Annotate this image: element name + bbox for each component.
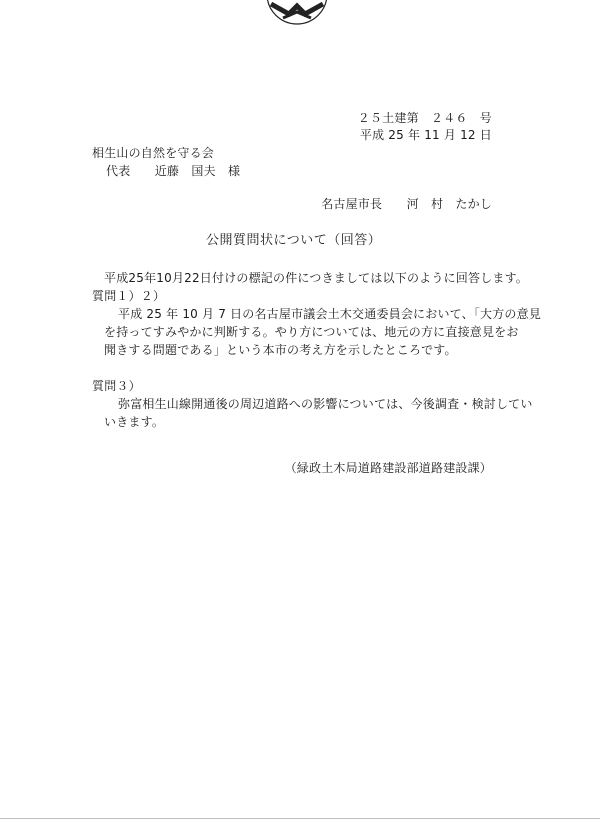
scan-edge-line <box>0 818 600 819</box>
department-footer: （緑政土木局道路建設部道路建設課） <box>284 461 492 475</box>
answer-3-line-1: 弥富相生山線開通後の周辺道路への影響については、今後調査・検討してい <box>118 397 533 411</box>
question-1-2-label: 質問１）２） <box>92 289 166 303</box>
answer-1-2-line-1: 平成 25 年 10 月 7 日の名古屋市議会土木交通委員会において、「大方の意見 <box>118 307 542 321</box>
document-number: ２５土建第 ２４６ 号 <box>357 111 492 125</box>
answer-1-2-line-3: 聞きする問題である」という本市の考え方を示したところです。 <box>104 343 457 357</box>
document-date: 平成 25 年 11 月 12 日 <box>359 128 492 142</box>
sender: 名古屋市長 河 村 たかし <box>321 197 492 211</box>
recipient-organization: 相生山の自然を守る会 <box>92 146 215 160</box>
question-3-label: 質問３） <box>92 379 141 393</box>
city-emblem-icon <box>265 0 329 28</box>
answer-1-2-line-2: を持ってすみやかに判断する。やり方については、地元の方に直接意見をお <box>104 325 519 339</box>
recipient-name: 代表 近藤 国夫 様 <box>106 164 241 178</box>
answer-3-line-2: いきます。 <box>104 415 165 429</box>
document-title: 公開質問状について（回答） <box>206 233 382 248</box>
intro-paragraph: 平成25年10月22日付けの標記の件につきましては以下のように回答します。 <box>104 271 529 285</box>
